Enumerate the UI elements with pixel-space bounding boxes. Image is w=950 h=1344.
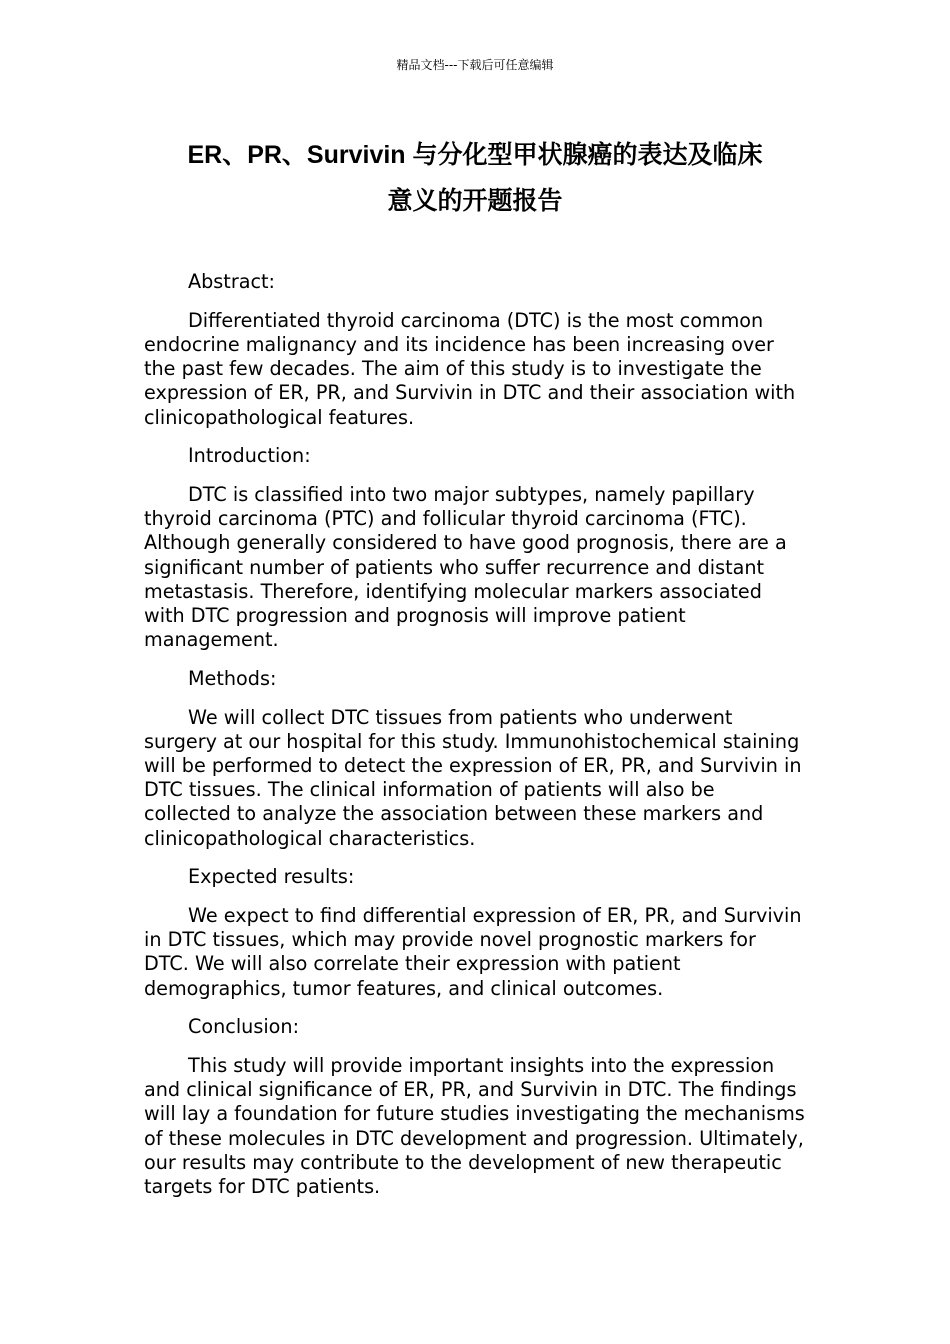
abstract-heading: Abstract: [188, 270, 276, 293]
expected-results-paragraph: We expect to find differential expression of ER, PR, and Survivin in DTC tissues, which may provide novel prognostic markers for DTC. We will also correlate their expression with patient demographics, tumor features, and clinical outcomes. [144, 903, 802, 1000]
introduction-heading: Introduction: [188, 444, 311, 468]
document-body [144, 270, 806, 1214]
expected-results-heading: Expected results: [188, 865, 355, 889]
conclusion-paragraph: This study will provide important insights into the expression and clinical significance of ER, PR, and Survivin in DTC. The findings will lay a foundation for future studies investigating the mechanisms of these molecules in DTC development and progression. Ultimately, our results may contribute to the development of new therapeutic targets for DTC patients. [144, 1053, 805, 1198]
document-title [144, 132, 806, 224]
conclusion-heading: Conclusion: [188, 1015, 300, 1039]
title-line-2: 意义的开题报告 [387, 187, 563, 215]
introduction-paragraph: DTC is classified into two major subtypes, namely papillary thyroid carcinoma (PTC) and follicular thyroid carcinoma (FTC). Although generally considered to have good prognosis, there are a significant number of patients who suffer recurrence and distant metastasis. Therefore, identifying molecular markers associated with DTC progression and prognosis will improve patient management. [144, 482, 787, 652]
methods-paragraph: We will collect DTC tissues from patients who underwent surgery at our hospital for this study. Immunohistochemical staining will be performed to detect the expression of ER, PR, and Survivin in DTC tissues. The clinical information of patients will also be collected to analyze the association between these markers and clinicopathological characteristics. [144, 705, 802, 850]
methods-heading: Methods: [188, 666, 277, 690]
abstract-paragraph: Differentiated thyroid carcinoma (DTC) is the most common endocrine malignancy and its incidence has been increasing over the past few decades. The aim of this study is to investigate the expression of ER, PR, and Survivin in DTC and their association with clinicopathological features. [144, 308, 796, 429]
title-line-1: ER、PR、Survivin 与分化型甲状腺癌的表达及临床 [187, 141, 763, 169]
page-header: 精品文档---下载后可任意编辑 [396, 58, 554, 72]
